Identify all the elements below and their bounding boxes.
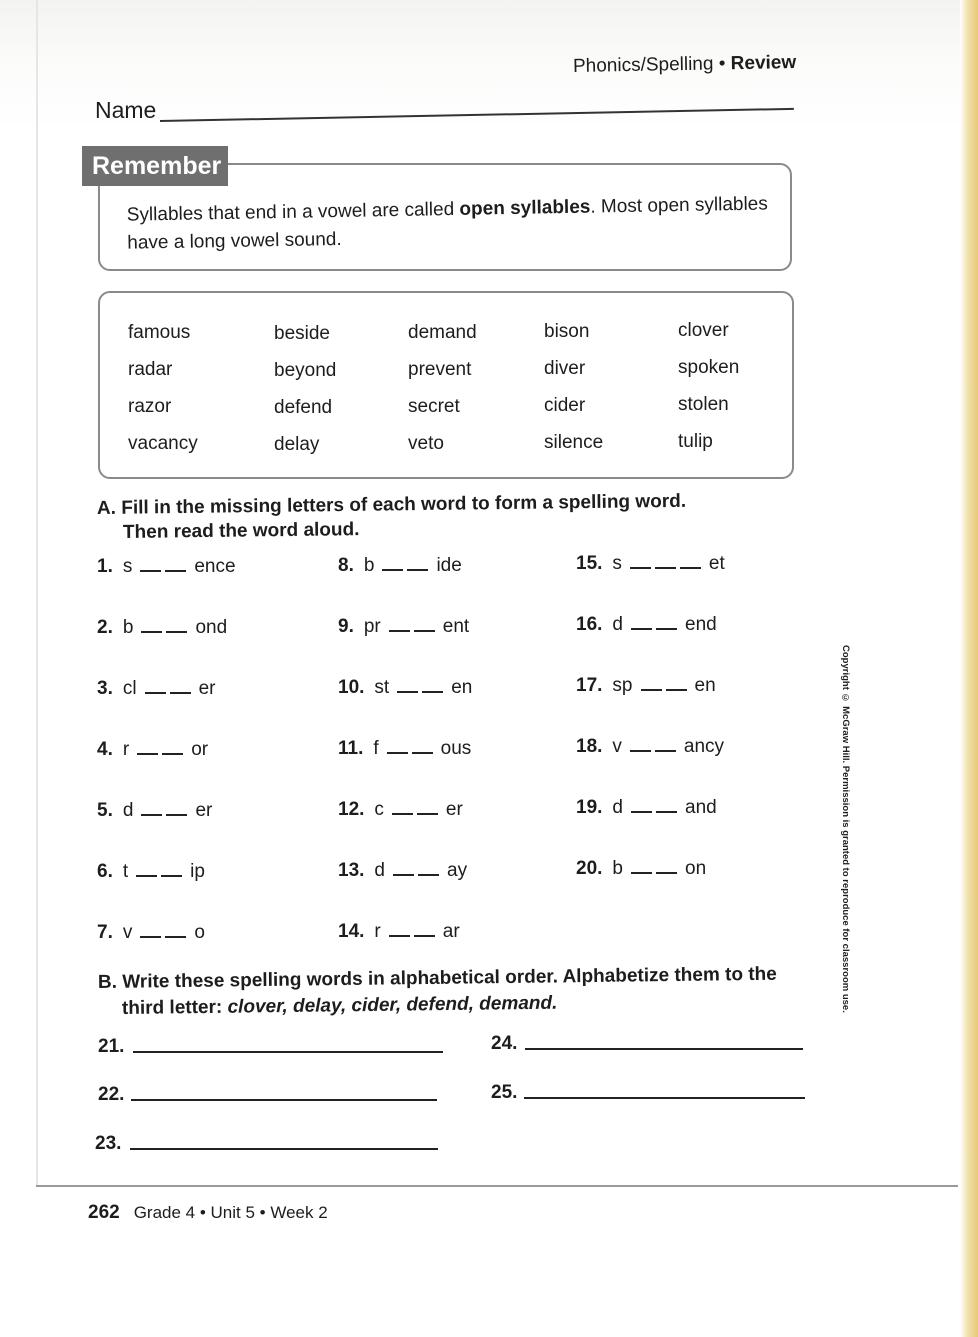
letter-blank[interactable]: [414, 923, 435, 937]
page-header: [573, 52, 797, 78]
word-suffix: er: [195, 800, 213, 821]
word-prefix: d: [374, 859, 385, 881]
item-number: 12.: [338, 798, 365, 820]
word-list-item: beside: [274, 323, 330, 344]
letter-blank[interactable]: [136, 863, 157, 877]
answer-number: 21.: [98, 1036, 125, 1057]
word-prefix: d: [612, 797, 623, 818]
letter-blank[interactable]: [165, 924, 186, 938]
page-number: 262: [88, 1202, 120, 1223]
fill-in-item: [338, 738, 471, 760]
word-suffix: et: [708, 553, 725, 574]
fill-in-item: [338, 860, 467, 882]
header-separator: •: [713, 53, 731, 75]
letter-blank[interactable]: [397, 679, 418, 693]
item-number: 9.: [338, 615, 354, 637]
remember-tag: Remember: [82, 146, 228, 186]
part-b-instruction-prefix: third letter:: [121, 996, 228, 1019]
letter-blank[interactable]: [382, 557, 403, 571]
item-number: 18.: [576, 736, 603, 757]
item-number: 5.: [97, 800, 113, 821]
word-list-item: delay: [274, 434, 320, 455]
word-suffix: en: [694, 675, 716, 696]
remember-line1-bold: open syllables: [459, 196, 591, 220]
letter-blank[interactable]: [162, 741, 183, 755]
remember-line1-after: . Most open syllables: [590, 193, 768, 218]
word-suffix: end: [685, 614, 717, 635]
header-section: Review: [730, 52, 797, 75]
item-number: 1.: [97, 556, 113, 577]
word-list-item: beyond: [274, 360, 337, 381]
letter-blank[interactable]: [656, 616, 677, 630]
word-prefix: r: [122, 739, 130, 760]
word-suffix: ide: [436, 554, 462, 576]
word-suffix: ent: [442, 615, 470, 637]
letter-blank[interactable]: [655, 738, 676, 752]
letter-blank[interactable]: [392, 801, 413, 815]
letter-blank[interactable]: [412, 740, 433, 754]
fill-in-item: [338, 677, 472, 699]
remember-text: [127, 190, 778, 257]
letter-blank[interactable]: [140, 558, 161, 572]
item-number: 7.: [97, 922, 113, 943]
word-prefix: v: [122, 922, 133, 943]
word-suffix: ence: [194, 556, 236, 577]
word-prefix: sp: [612, 675, 633, 696]
word-list-item: silence: [544, 432, 604, 453]
word-suffix: ond: [195, 617, 228, 638]
letter-blank[interactable]: [666, 677, 687, 691]
page-fold-line: [36, 0, 38, 1185]
word-prefix: s: [122, 556, 133, 577]
fill-in-item: [338, 799, 463, 821]
answer-line[interactable]: [133, 1051, 443, 1053]
word-list-item: cider: [544, 395, 586, 416]
fill-in-item: [97, 800, 212, 822]
item-number: 2.: [97, 617, 113, 638]
word-list-item: spoken: [678, 357, 740, 378]
item-number: 14.: [338, 920, 365, 942]
item-number: 16.: [576, 614, 603, 635]
answer-number: 24.: [491, 1033, 518, 1054]
item-number: 20.: [576, 858, 603, 879]
fill-in-item: [576, 858, 706, 880]
word-suffix: ar: [442, 920, 460, 942]
word-list-item: veto: [408, 433, 444, 454]
letter-blank[interactable]: [656, 860, 677, 874]
item-number: 17.: [576, 675, 603, 696]
word-prefix: pr: [363, 615, 381, 637]
part-a-instruction-line2: Then read the word aloud.: [122, 519, 360, 543]
letter-blank[interactable]: [680, 555, 701, 569]
item-number: 6.: [97, 861, 113, 882]
word-list-item: demand: [408, 322, 477, 343]
letter-blank[interactable]: [137, 741, 158, 755]
letter-blank[interactable]: [630, 555, 651, 569]
word-suffix: ay: [447, 859, 468, 881]
fill-in-item: [576, 553, 725, 575]
part-b-word-list: clover, delay, cider, defend, demand.: [227, 992, 558, 1018]
remember-line2: have a long vowel sound.: [127, 228, 342, 254]
word-list-item: vacancy: [128, 433, 198, 454]
answer-line[interactable]: [524, 1097, 805, 1099]
letter-blank[interactable]: [393, 862, 414, 876]
word-suffix: o: [194, 922, 205, 943]
word-prefix: t: [122, 861, 129, 882]
word-suffix: on: [685, 858, 707, 879]
fill-in-item: [97, 861, 205, 883]
fill-in-item: [576, 736, 724, 758]
answer-number: 25.: [491, 1082, 518, 1103]
letter-blank[interactable]: [166, 619, 187, 633]
word-prefix: f: [373, 737, 379, 759]
word-prefix: s: [612, 553, 622, 574]
header-subject: Phonics/Spelling: [572, 53, 714, 77]
fill-in-item: [338, 616, 469, 638]
item-number: 11.: [338, 737, 364, 759]
letter-blank[interactable]: [631, 860, 652, 874]
letter-blank[interactable]: [389, 923, 410, 937]
item-number: 13.: [338, 859, 365, 881]
fill-in-item: [97, 739, 208, 761]
part-a-instruction-line1: A. Fill in the missing letters of each word to form a spelling word.: [96, 490, 687, 519]
word-list-item: clover: [678, 320, 729, 341]
letter-blank[interactable]: [166, 802, 187, 816]
letter-blank[interactable]: [655, 555, 676, 569]
fill-in-item: [97, 922, 205, 944]
item-number: 8.: [338, 554, 354, 576]
word-list-item: diver: [544, 358, 586, 379]
letter-blank[interactable]: [141, 619, 162, 633]
word-suffix: ip: [190, 861, 205, 882]
word-list-item: tulip: [678, 431, 713, 452]
fill-in-item: [97, 678, 216, 700]
answer-line[interactable]: [130, 1148, 438, 1150]
word-list-item: famous: [128, 322, 191, 343]
letter-blank[interactable]: [161, 863, 182, 877]
letter-blank[interactable]: [418, 862, 439, 876]
word-prefix: b: [122, 617, 134, 638]
word-list-item: bison: [544, 321, 590, 342]
letter-blank[interactable]: [422, 679, 443, 693]
word-suffix: er: [445, 798, 463, 820]
letter-blank[interactable]: [141, 802, 162, 816]
letter-blank[interactable]: [631, 616, 652, 630]
word-prefix: b: [612, 858, 623, 879]
item-number: 3.: [97, 678, 113, 699]
word-prefix: v: [612, 736, 622, 757]
name-label: Name: [95, 97, 157, 123]
word-prefix: cl: [122, 678, 137, 699]
word-list-item: radar: [128, 359, 173, 380]
word-list-item: razor: [128, 396, 172, 417]
letter-blank[interactable]: [389, 618, 410, 632]
letter-blank[interactable]: [656, 799, 677, 813]
fill-in-item: [338, 921, 460, 943]
word-suffix: en: [451, 676, 473, 698]
letter-blank[interactable]: [145, 680, 166, 694]
letter-blank[interactable]: [417, 801, 438, 815]
word-prefix: d: [612, 614, 623, 635]
word-list-item: stolen: [678, 394, 729, 415]
item-number: 19.: [576, 797, 603, 818]
letter-blank[interactable]: [407, 557, 428, 571]
letter-blank[interactable]: [387, 740, 408, 754]
item-number: 10.: [338, 676, 365, 698]
fill-in-item: [97, 556, 236, 578]
fill-in-item: [338, 555, 462, 577]
page-edge-shadow: [960, 0, 978, 1337]
word-prefix: r: [374, 920, 381, 942]
word-suffix: ancy: [683, 736, 725, 757]
word-prefix: d: [122, 800, 134, 821]
fill-in-item: [576, 675, 716, 697]
letter-blank[interactable]: [165, 558, 186, 572]
footer-label: Grade 4 • Unit 5 • Week 2: [133, 1203, 328, 1222]
answer-line[interactable]: [525, 1048, 803, 1050]
part-b-instruction-line1: B. Write these spelling words in alphabetical order. Alphabetize them to the: [97, 963, 777, 993]
fill-in-item: [97, 617, 227, 639]
word-prefix: st: [374, 676, 390, 698]
item-number: 15.: [576, 553, 603, 574]
letter-blank[interactable]: [414, 618, 435, 632]
word-suffix: or: [191, 739, 209, 760]
answer-number: 22.: [98, 1084, 125, 1105]
letter-blank[interactable]: [170, 680, 191, 694]
answer-line[interactable]: [131, 1099, 437, 1101]
word-list-item: secret: [408, 396, 460, 417]
word-prefix: c: [374, 798, 384, 820]
answer-number: 23.: [95, 1133, 122, 1154]
word-suffix: and: [685, 797, 717, 818]
letter-blank[interactable]: [140, 924, 161, 938]
page-footer: [88, 1202, 328, 1224]
letter-blank[interactable]: [641, 677, 662, 691]
letter-blank[interactable]: [631, 799, 652, 813]
fill-in-item: [576, 614, 717, 636]
item-number: 4.: [97, 739, 113, 760]
word-prefix: b: [363, 554, 375, 576]
word-list-item: defend: [274, 397, 333, 418]
remember-line1-before: Syllables that end in a vowel are called: [126, 198, 460, 226]
word-suffix: ous: [440, 737, 472, 759]
letter-blank[interactable]: [630, 738, 651, 752]
fill-in-item: [576, 797, 717, 819]
word-suffix: er: [198, 678, 216, 699]
footer-rule: [36, 1185, 958, 1187]
word-list-item: prevent: [408, 359, 472, 380]
copyright-notice: Copyright © McGraw Hill. Permission is granted to reproduce for classroom use.: [840, 645, 851, 1013]
